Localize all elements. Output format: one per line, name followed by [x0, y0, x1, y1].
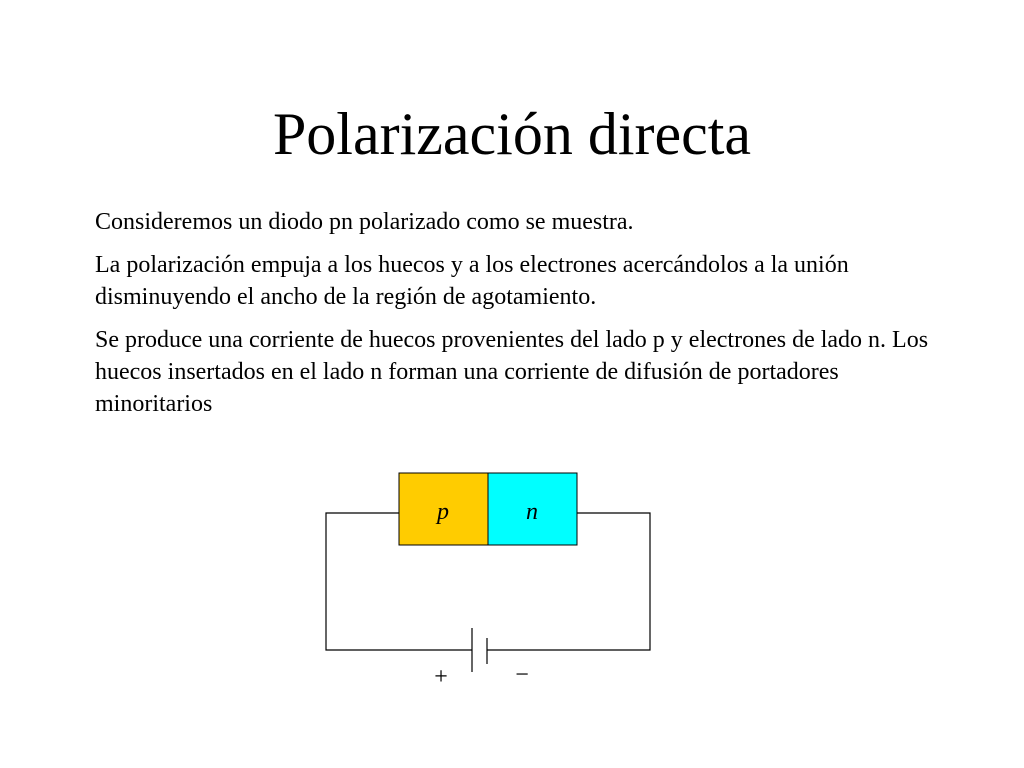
minus-label: − — [515, 662, 529, 688]
n-label: n — [526, 499, 538, 525]
p-label: p — [437, 499, 449, 525]
plus-label: + — [434, 664, 448, 690]
paragraph-3: Se produce una corriente de huecos provenientes del lado p y electrones de lado n. Los huecos insertados en el lado n forman una corriente de difusión de portadores minoritarios — [95, 327, 929, 417]
paragraph-2: La polarización empuja a los huecos y a los electrones acercándolos a la unión disminuyendo el ancho de la región de agotamiento. — [95, 252, 849, 310]
slide-title: Polarización directa — [272, 101, 752, 167]
paragraph-1: Consideremos un diodo pn polarizado como se muestra. — [95, 209, 634, 235]
